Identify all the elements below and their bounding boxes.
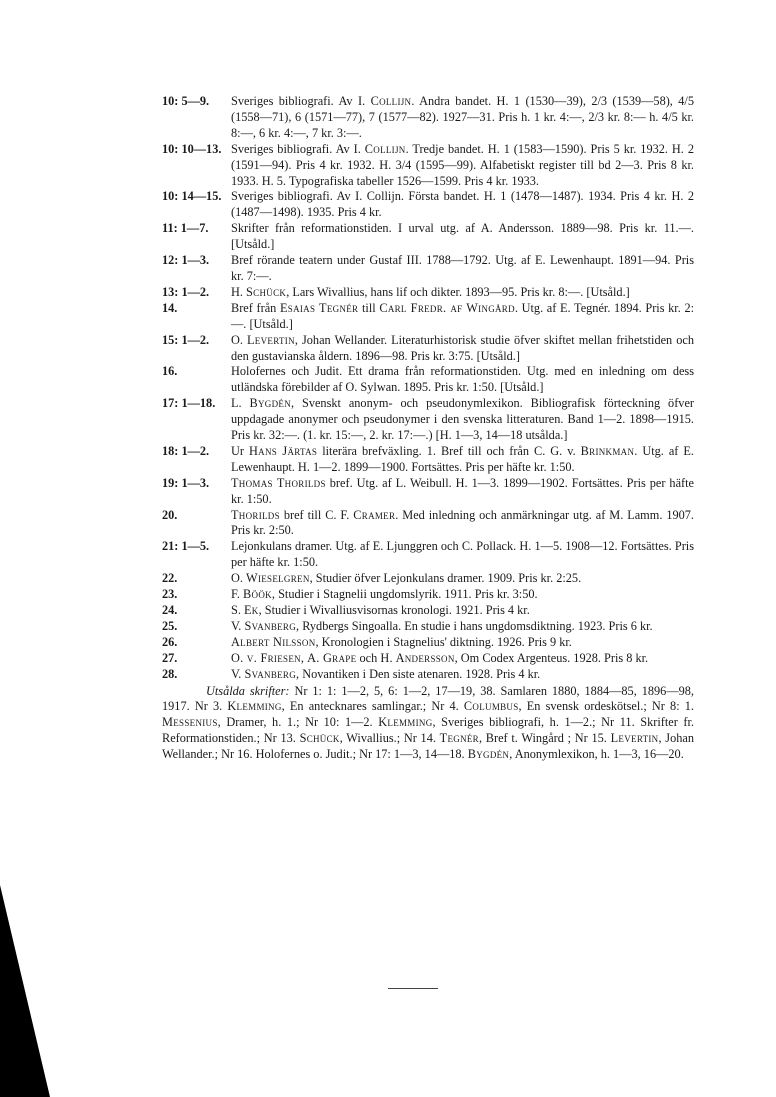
author-name: Svanberg (244, 618, 297, 633)
entry-description (231, 396, 694, 444)
entry-number: 10: 10—13. (162, 141, 222, 156)
entry-number: 19: 1—3. (162, 475, 210, 490)
author-name: Cramer (353, 507, 396, 522)
catalog-entry (162, 539, 694, 571)
catalog-entry (162, 333, 694, 365)
catalog-entry (162, 189, 694, 221)
entry-number: 27. (162, 650, 178, 665)
author-name: Bygdén (249, 396, 291, 411)
closing-rule (388, 988, 438, 989)
entry-text: , Dramer, h. 1.; Nr 10: 1—2. (217, 715, 379, 730)
catalog-entry (162, 619, 694, 635)
entry-text: , Sveriges bibliografi, h. 1—2.; Nr 11. Skrifter fr. Reformationstiden.; Nr 13. (162, 715, 694, 746)
entry-text: Skrifter från reformationstiden. I urval utg. af A. Andersson. 1889—98. Pris kr. 11.—. [Utsåld.] (231, 221, 694, 252)
entry-text: . Med inledning och anmärkningar utg. af M. Lamm. 1907. Pris kr. 2:50. (231, 507, 694, 538)
entry-description (231, 253, 694, 285)
entry-text: , Studier öfver Lejonkulans dramer. 1909. Pris kr. 2:25. (309, 571, 582, 586)
entry-description (231, 301, 694, 333)
entry-description (231, 444, 694, 476)
catalog-entry (162, 651, 694, 667)
entry-description (231, 667, 694, 683)
author-name: O. v. Friesen (231, 650, 301, 665)
entry-text: , (300, 650, 308, 665)
author-name: Thomas Thorilds (231, 475, 326, 490)
entry-text: bref till C. F. (279, 507, 354, 522)
entry-description (231, 285, 694, 301)
author-name: Albert Nilsson (231, 634, 316, 649)
catalog-entry (162, 142, 694, 190)
author-name: Klemming (378, 715, 433, 730)
entry-text: , Johan Wellander.; Nr 16. Holofernes o. Judit.; Nr 17: 1—3, 14—18. (162, 731, 694, 762)
entry-number: 25. (162, 618, 178, 633)
entry-text: . Utg. af E. Tegnér. 1894. Pris kr. 2:—. [Utsåld.] (231, 300, 695, 331)
entry-text: , Bref t. Wingård ; Nr 15. (478, 731, 611, 746)
catalog-entry (162, 476, 694, 508)
catalog-entry (162, 253, 694, 285)
entry-text: Holofernes och Judit. Ett drama från reformationstiden. Utg. med en inledning om dess utländska förebilder af O. Sylwan. 1895. Pris kr. 1:50. [Utsåld.] (231, 364, 694, 395)
entry-text: O. (231, 571, 247, 586)
entry-text: , Svenskt anonym- och pseudonymlexikon. Bibliografisk förteckning öfver uppdagade anonymer och pseudonymer i den svenska litteraturen. Band 1—2. 1898—1915. Pris kr. 32:—. (1. kr. 15:—, 2. kr. 17:—.) [H. 1—3, 14—18 utsålda.] (231, 396, 694, 443)
catalog-entry (162, 508, 694, 540)
entry-text: , Lars Wivallius, hans lif och dikter. 1893—95. Pris kr. 8:—. [Utsåld.] (286, 284, 630, 299)
sold-out-label: Utsålda skrifter: (206, 683, 290, 698)
entry-description (231, 508, 694, 540)
author-name: Svanberg (244, 666, 297, 681)
catalog-entry (162, 444, 694, 476)
entry-number: 18: 1—2. (162, 443, 210, 458)
entry-text: literära brefväxling. 1. Bref till och från C. G. v. (317, 443, 581, 458)
entry-number: 13: 1—2. (162, 284, 210, 299)
entry-text: Lejonkulans dramer. Utg. af E. Ljunggren och C. Pollack. H. 1—5. 1908—12. Fortsättes. Pris per häfte kr. 1:50. (231, 539, 694, 570)
entry-text: , En antecknares samlingar.; Nr 4. (281, 699, 464, 714)
entry-text: Sveriges bibliografi. Av I. (231, 94, 371, 108)
author-name: Schück (246, 284, 287, 299)
entry-text: , Anonymlexikon, h. 1—3, 16—20. (509, 747, 684, 762)
catalog-entry (162, 364, 694, 396)
entry-number: 20. (162, 507, 178, 522)
author-name: Columbus (463, 699, 519, 714)
catalog-entry (162, 635, 694, 651)
entry-text: , Rydbergs Singoalla. En studie i hans ungdomsdiktning. 1923. Pris 6 kr. (296, 618, 653, 633)
entry-text: , Studier i Wivalliusvisornas kronologi. 1921. Pris 4 kr. (258, 603, 530, 617)
entry-description (231, 619, 694, 635)
entry-text: , Kronologien i Stagnelius' diktning. 1926. Pris 9 kr. (315, 634, 572, 649)
author-name: Ek (244, 603, 259, 617)
entry-text: S. (231, 603, 244, 617)
entry-description (231, 189, 694, 221)
entry-text: V. (231, 618, 245, 633)
author-name: Levertin (247, 332, 295, 347)
entry-description (231, 603, 694, 619)
entry-text: . Tredje bandet. H. 1 (1583—1590). Pris 5 kr. 1932. H. 2 (1591—94). Pris 4 kr. 1932. H. 3/4 (1595—99). Alfabetiskt register till bd 2—3. Pris 8 kr. 1933. H. 5. Typografiska tabeller 1526—1599. Pris 4 kr. 1933. (231, 141, 694, 188)
catalog-entry (162, 603, 694, 619)
entry-description (231, 587, 694, 603)
entry-text: F. (231, 587, 244, 602)
entry-number: 16. (162, 364, 178, 379)
entry-text: O. (231, 332, 247, 347)
author-name: Böök (243, 587, 272, 602)
entry-number: 24. (162, 603, 178, 617)
catalog-list (162, 94, 694, 763)
entry-number: 23. (162, 587, 178, 602)
catalog-entry (162, 587, 694, 603)
entry-number: 10: 5—9. (162, 94, 210, 108)
entry-description (231, 635, 694, 651)
catalog-entry (162, 396, 694, 444)
scan-shadow-wedge (0, 885, 50, 1097)
author-name: Bygdén (467, 747, 510, 762)
entry-text: . Utg. af E. Lewenhaupt. H. 1—2. 1899—1900. Fortsättes. Pris per häfte kr. 1:50. (231, 443, 694, 474)
author-name: Collijn (364, 141, 406, 156)
catalog-entry (162, 667, 694, 683)
entry-number: 15: 1—2. (162, 332, 210, 347)
entry-description (231, 94, 694, 142)
entry-text: Ur (231, 443, 249, 458)
entry-description (231, 364, 694, 396)
entry-text: Nr 1: 1: 1—2, 5, 6: 1—2, 17—19, 38. Samlaren 1880, 1884—85, 1896—98, 1917. Nr 3. (162, 683, 694, 714)
author-name: A. Grape (307, 650, 357, 665)
author-name: Hans Järtas (248, 443, 318, 458)
entry-number: 14. (162, 300, 178, 315)
entry-text: V. (231, 666, 245, 681)
entry-number: 22. (162, 571, 178, 586)
entry-number: 10: 14—15. (162, 189, 222, 204)
entry-description (231, 333, 694, 365)
entry-number: 28. (162, 666, 178, 681)
entry-text: , Novantiken i Den siste atenaren. 1928. Pris 4 kr. (296, 666, 541, 681)
entry-text: , Wivallius.; Nr 14. (339, 731, 440, 746)
sold-out-list (162, 684, 694, 764)
entry-description (231, 142, 694, 190)
author-name: Messenius (162, 715, 218, 730)
entry-description (231, 651, 694, 667)
entry-text: Bref rörande teatern under Gustaf III. 1788—1792. Utg. af E. Lewenhaupt. 1891—94. Pris kr. 7:—. (231, 253, 694, 283)
entry-text: L. (231, 396, 250, 411)
entry-number: 17: 1—18. (162, 396, 216, 411)
entry-text: bref. Utg. af L. Weibull. H. 1—3. 1899—1902. Fortsättes. Pris per häfte kr. 1:50. (231, 475, 694, 506)
catalog-entry (162, 221, 694, 253)
entry-text: . Andra bandet. H. 1 (1530—39), 2/3 (1539—58), 4/5 (1558—71), 6 (1571—77), 7 (1577—82). 1927—31. Pris h. 1 kr. 4:—, 2/3 kr. 8:— h. 4/5 kr. 8:—, 6 kr. 4:—, 7 kr. 3:—. (231, 94, 694, 140)
entry-description (231, 221, 694, 253)
entry-number: 11: 1—7. (162, 221, 209, 236)
author-name: Klemming (227, 699, 282, 714)
entry-number: 12: 1—3. (162, 253, 210, 268)
author-name: Carl Fredr. af Wingård (379, 300, 515, 315)
author-name: Levertin (610, 731, 659, 746)
entry-text: till (358, 300, 380, 315)
entry-description (231, 571, 694, 587)
entry-text: , Studier i Stagnelii ungdomslyrik. 1911. Pris kr. 3:50. (271, 587, 538, 602)
catalog-entry (162, 571, 694, 587)
catalog-entry (162, 285, 694, 301)
author-name: Schück (299, 731, 340, 746)
entry-description (231, 539, 694, 571)
entry-text: , Johan Wellander. Literaturhistorisk studie öfver skiftet mellan frihetstiden och den gustavianska åldern. 1896—98. Pris kr. 3:75. [Utsåld.] (231, 332, 694, 363)
entry-number: 21: 1—5. (162, 539, 210, 554)
author-name: Collijn (370, 94, 412, 108)
author-name: Thorilds (231, 507, 280, 522)
catalog-entry (162, 301, 694, 333)
entry-text: , Om Codex Argenteus. 1928. Pris 8 kr. (454, 650, 649, 665)
catalog-entry (162, 94, 694, 142)
author-name: Esaias Tegnér (279, 300, 359, 315)
entry-text: Sveriges bibliografi. Av I. Collijn. Första bandet. H. 1 (1478—1487). 1934. Pris 4 kr. H. 2 (1487—1498). 1935. Pris 4 kr. (231, 189, 694, 220)
entry-description (231, 476, 694, 508)
author-name: Brinkman (580, 443, 635, 458)
entry-text: Bref från (231, 300, 280, 315)
entry-text: , En svensk ordeskötsel.; Nr 8: 1. (518, 699, 694, 714)
author-name: Tegnér (439, 731, 479, 746)
author-name: Wieselgren (246, 571, 310, 586)
entry-text: och (356, 650, 381, 665)
entry-text: Sveriges bibliografi. Av I. (231, 141, 365, 156)
entry-number: 26. (162, 634, 178, 649)
entry-text: H. (231, 284, 247, 299)
author-name: H. Andersson (380, 650, 455, 665)
